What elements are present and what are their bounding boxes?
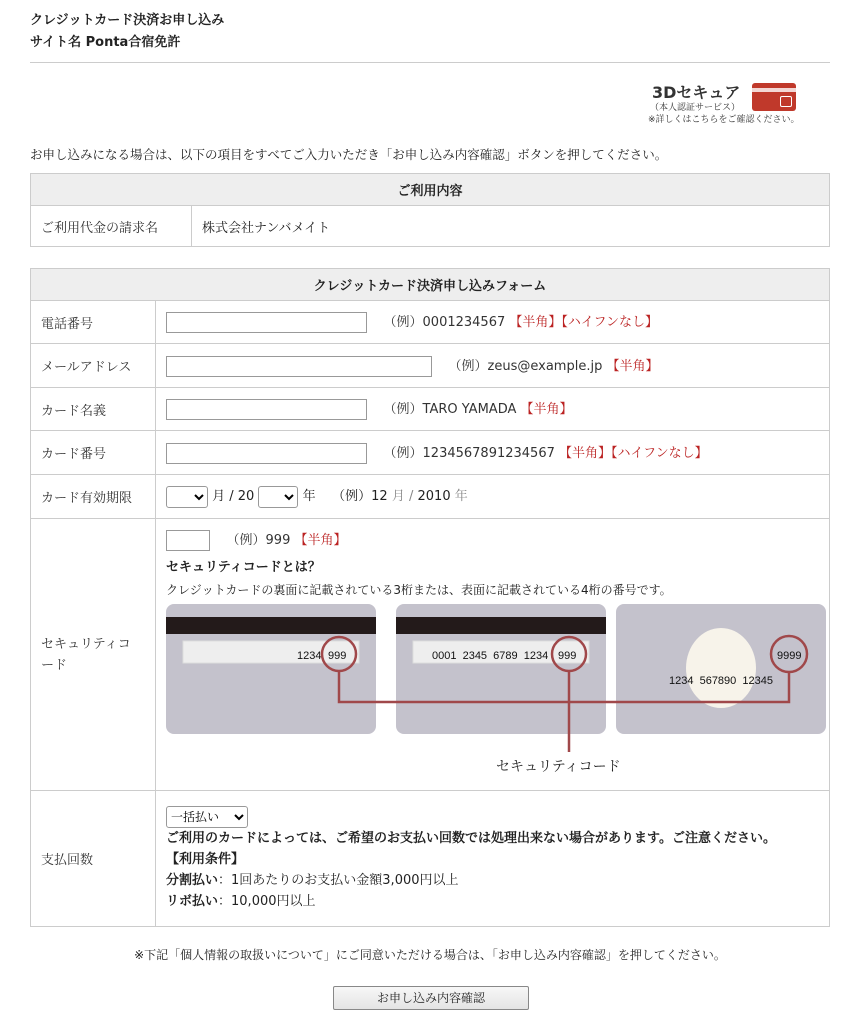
payment-warning: ご利用のカードによっては、ご希望のお支払い回数では処理出来ない場合があります。ご注意ください。 [166,830,776,846]
expiry-year-select[interactable] [258,486,298,508]
card1-code: 999 [328,650,347,662]
secure-3d-sub: （本人認証サービス） [650,103,741,113]
card-name-label: カード名義 [31,388,156,431]
expiry-example-year-unit: 年 [454,489,468,505]
intro-text: お申し込みになる場合は、以下の項目をすべてご入力いただき「お申し込み内容確認」ボタンを押してください。 [30,147,668,162]
expiry-month-unit: 月 / 20 [212,489,255,505]
email-input[interactable] [166,356,432,377]
email-example: （例）zeus@example.jp [448,358,603,374]
card-name-note: 【半角】 [520,402,573,417]
expiry-example-year: 2010 [417,489,451,505]
diagram-caption: セキュリティコード [496,759,621,775]
expiry-example-prefix: （例）12 [332,489,388,505]
card-number-example: （例）1234567891234567 [383,445,555,461]
divider [30,62,830,63]
card3-number: 1234 567890 12345 [669,675,773,687]
page-header [30,10,224,54]
expiry-label: カード有効期限 [31,475,156,519]
card-number-label: カード番号 [31,431,156,475]
card2-code: 999 [558,650,577,662]
card-number-input[interactable] [166,443,367,464]
card-number-note: 【半角】【ハイフンなし】 [559,445,708,461]
site-name: サイト名 Ponta合宿免許 [30,35,181,50]
payment-label: 支払回数 [31,791,156,927]
payment-count-select[interactable] [166,806,248,828]
footer-note: ※下記「個人情報の取扱いについて」にご同意いただける場合は、「お申し込み内容確認」を押してください。 [134,948,726,962]
card-name-input[interactable] [166,399,367,420]
usage-table [30,173,830,247]
secure-3d-badge[interactable] [648,80,828,126]
usage-label: ご利用代金の請求名 [31,206,192,247]
installment-label: 分割払い [166,872,219,888]
security-note: 【半角】 [294,533,347,548]
security-question: セキュリティコードとは？ [166,560,321,575]
usage-value: 株式会社ナンバメイト [192,206,830,247]
email-label: メールアドレス [31,344,156,388]
card3-code: 9999 [777,650,802,662]
security-label: セキュリティコード [31,519,156,791]
security-example: （例）999 [226,533,291,548]
card-lock-icon [752,83,796,111]
email-note: 【半角】 [606,358,659,374]
card-form-table [30,268,830,927]
phone-label: 電話番号 [31,301,156,344]
expiry-month-select[interactable] [166,486,208,508]
card-name-example: （例）TARO YAMADA [383,402,517,417]
security-desc: クレジットカードの裏面に記載されている3桁または、表面に記載されている4桁の番号です。 [166,583,672,597]
secure-3d-note: ※詳しくはこちらをご確認ください。 [648,115,800,125]
revolving-label: リボ払い [166,893,219,909]
form-heading: クレジットカード決済申し込みフォーム [31,269,830,301]
expiry-year-unit: 年 [302,489,316,505]
card1-number: 1234 [297,650,322,662]
expiry-example-month: 月 / [391,489,414,505]
usage-heading: ご利用内容 [31,174,830,206]
card2-number: 0001 2345 6789 1234 [432,650,549,662]
phone-note: 【半角】【ハイフンなし】 [509,315,658,330]
secure-3d-title: 3Dセキュア [652,83,741,102]
installment-value: ：1回あたりのお支払い金額3,000円以上 [218,872,459,888]
payment-conditions-title: 【利用条件】 [166,851,245,867]
security-code-input[interactable] [166,530,210,551]
phone-example: （例）0001234567 [383,315,506,330]
revolving-value: ：10,000円以上 [218,893,316,909]
phone-input[interactable] [166,312,367,333]
confirm-button[interactable]: お申し込み内容確認 [333,986,529,1010]
header-title: クレジットカード決済お申し込み [30,13,225,28]
security-code-diagram [166,604,828,789]
